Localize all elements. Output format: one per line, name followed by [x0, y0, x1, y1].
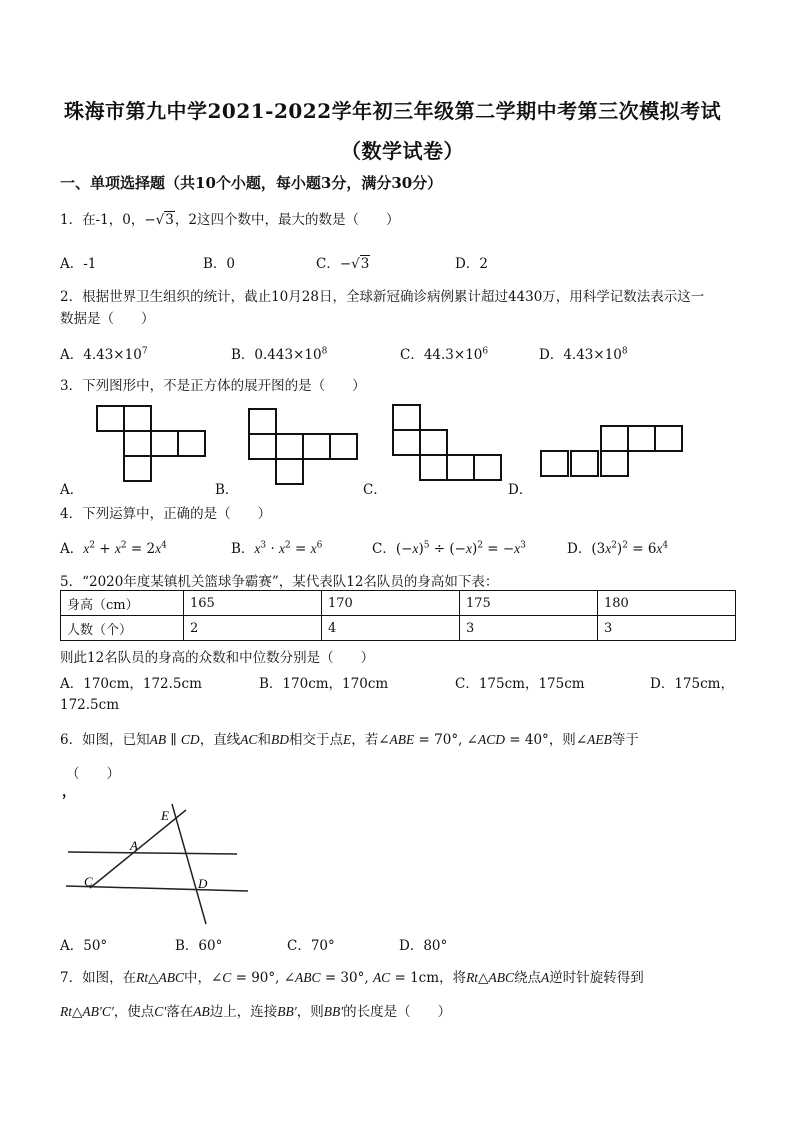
label-a: A: [130, 838, 138, 853]
q1-option-d: D．2: [455, 256, 488, 272]
section-heading: 一、单项选择题（共10个小题，每小题3分，满分30分）: [60, 174, 443, 192]
table-cell: 175: [460, 591, 598, 616]
table-cell: 180: [598, 591, 736, 616]
q7-line1: 7．如图，在Rt△ABC中，∠C = 90°, ∠ABC = 30°, AC = 1cm，将Rt△ABC绕点A逆时针旋转得到: [60, 970, 644, 986]
page-title: 珠海市第九中学2021-2022学年初三年级第二学期中考第三次模拟考试: [64, 99, 722, 123]
table-row: [61, 616, 736, 641]
q1-option-b: B．0: [203, 256, 236, 272]
table-cell: 身高（cm）: [61, 591, 184, 616]
table-cell: 2: [184, 616, 322, 641]
table-cell: 165: [184, 591, 322, 616]
table-cell: 170: [322, 591, 460, 616]
parallel-lines-figure: [60, 800, 250, 930]
q5-option-d-wrap: 172.5cm: [60, 697, 120, 713]
q6-option-c: C．70°: [287, 938, 335, 954]
q1-option-c: C．−√3: [316, 256, 370, 272]
question-1: [60, 208, 399, 228]
table-cell: 3: [598, 616, 736, 641]
table-cell: 人数（个）: [61, 616, 184, 641]
table-cell: 3: [460, 616, 598, 641]
page-subtitle: （数学试卷）: [341, 139, 464, 163]
q3-label-d: D．: [508, 482, 533, 498]
q3-label-c: C．: [363, 482, 387, 498]
q4-stem: 4．下列运算中，正确的是（ ）: [60, 506, 272, 522]
q2-option-c: C．$44.3\times 10^6$: [400, 346, 489, 363]
q3-stem: 3．下列图形中，不是正方体的展开图的是（ ）: [60, 378, 366, 394]
q1-math: −√3: [144, 212, 174, 228]
label-c: C: [84, 874, 93, 889]
q6-paren: （ ）: [66, 766, 120, 782]
q2-line1: 2．根据世界卫生组织的统计，截止10月28日，全球新冠确诊病例累计超过4430万，用科学记数法表示这一: [60, 289, 705, 305]
q6-option-d: D．80°: [399, 938, 448, 954]
q1-stem-b: ，2这四个数中，最大的数是（ ）: [174, 212, 400, 228]
q1-stem-a: 1．在-1，0，: [60, 212, 145, 228]
table-cell: 4: [322, 616, 460, 641]
q3-label-b: B．: [215, 482, 239, 498]
q5-option-c: C．175cm，175cm: [455, 676, 585, 692]
q1-option-a: A．-1: [60, 256, 97, 272]
q6-comma: ，: [62, 784, 76, 800]
q7-line2: Rt△AB′C′，使点C′落在AB边上，连接BB′，则BB′的长度是（ ）: [60, 1004, 452, 1020]
table-row: [61, 591, 736, 616]
label-d: D: [198, 876, 208, 891]
q4-option-d: D．$(3x^2)^2 = 6x^4$: [567, 540, 669, 557]
q2-line2: 数据是（ ）: [60, 311, 155, 327]
q3-label-a: A．: [60, 482, 84, 498]
height-table: [60, 590, 736, 641]
q4-option-c: C．$(-x)^5 \div (-x)^2 = -x^3$: [372, 540, 526, 557]
q4-option-b: B．$x^3 \cdot x^2 = x^6$: [231, 540, 323, 557]
q2-option-a: A．$4.43\times 10^7$: [60, 346, 148, 363]
q4-option-a: A．$x^2 + x^2 = 2x^4$: [60, 540, 167, 557]
q6-option-a: A．50°: [60, 938, 108, 954]
q6-stem: 6．如图，已知AB ∥ CD，直线AC和BD相交于点E，若∠ABE = 70°, ∠ACD = 40°，则∠AEB等于: [60, 732, 639, 748]
q5-option-a: A．170cm，172.5cm: [60, 676, 202, 692]
q2-option-b: B．$0.443\times 10^8$: [231, 346, 328, 363]
q5-stem: 5．“2020年度某镇机关篮球争霸赛”，某代表队12名队员的身高如下表：: [60, 574, 499, 590]
label-e: E: [161, 808, 169, 823]
q5-option-d: D．175cm，: [650, 676, 734, 692]
q5-follow: 则此12名队员的身高的众数和中位数分别是（ ）: [60, 650, 375, 666]
q2-option-d: D．$4.43\times 10^8$: [539, 346, 628, 363]
q5-option-b: B．170cm，170cm: [259, 676, 389, 692]
q6-option-b: B．60°: [175, 938, 223, 954]
